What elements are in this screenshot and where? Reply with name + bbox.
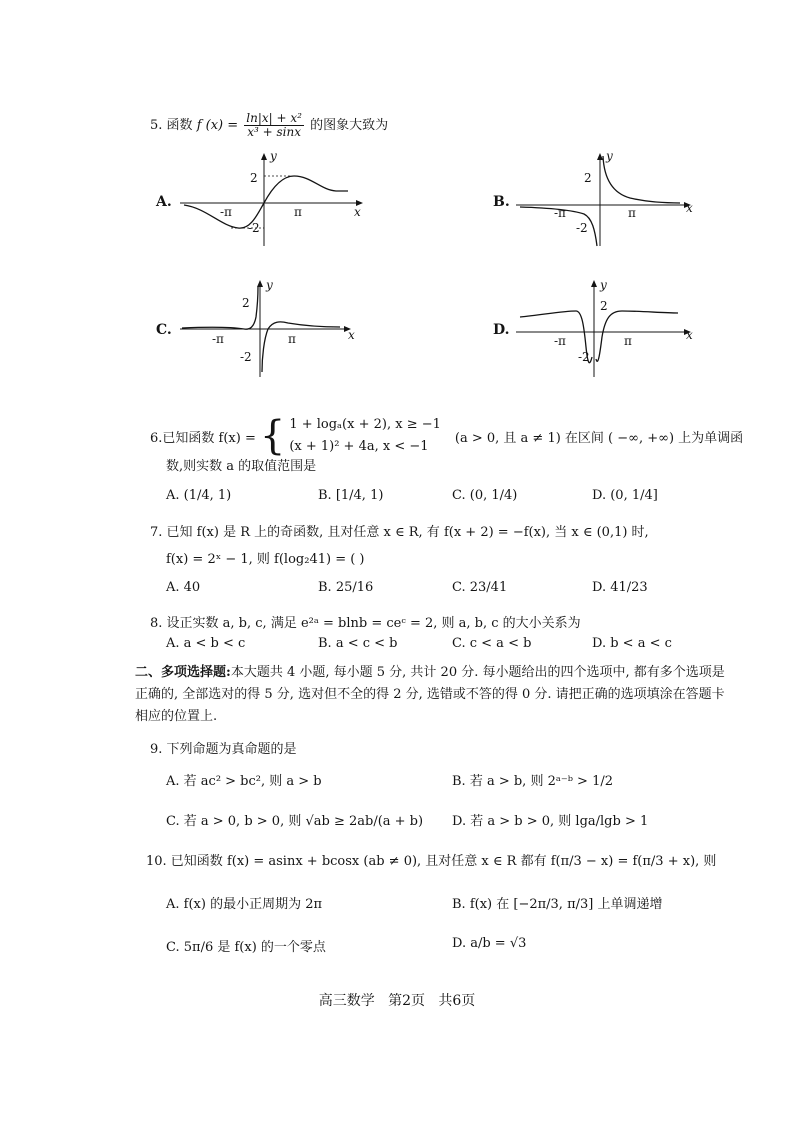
q5-a-ypos: 2 [250, 171, 258, 185]
q5-number: 5. 函数 [150, 118, 193, 133]
q5-graph-b [512, 148, 702, 248]
q5-c-ypos: 2 [242, 296, 250, 310]
q5-fraction: $\frac{\text{ln|x| + x²}}{\text{x³ + sinx}}$ [246, 111, 302, 139]
q5-b-ypos: 2 [584, 171, 592, 185]
q10-option-c[interactable]: C. 5π/6 是 f(x) 的一个零点 [166, 940, 326, 955]
q8-stem: 8. 设正实数 a, b, c, 满足 e²ᵃ = blnb = ceᶜ = 2, 则 a, b, c 的大小关系为 [150, 616, 581, 631]
q7-option-c[interactable]: C. 23/41 [452, 580, 508, 595]
q5-b-yneg: -2 [576, 221, 588, 235]
section2-title: 二、多项选择题: [135, 665, 231, 680]
q6-option-a[interactable]: A. (1/4, 1) [166, 488, 232, 503]
q5-c-npi: -π [212, 332, 224, 346]
q5-graph-a [176, 148, 376, 248]
q6-case1: 1 + logₐ(x + 2), x ≥ −1 [289, 417, 441, 432]
q5-c-xlabel: x [348, 328, 355, 342]
q6-condition: (a > 0, 且 a ≠ 1) 在区间 ( −∞, +∞) 上为单调函 [454, 430, 744, 446]
q9-stem: 9. 下列命题为真命题的是 [150, 742, 297, 757]
q5-a-xlabel: x [354, 205, 361, 219]
q9-option-b[interactable]: B. 若 a > b, 则 2ᵃ⁻ᵇ > 1/2 [452, 774, 614, 789]
page-footer: 高三数学 第2页 共6页 [318, 993, 476, 1009]
q9-option-c[interactable]: C. 若 a > 0, b > 0, 则 √ab ≥ 2ab/(a + b) [166, 814, 424, 829]
q8-option-d[interactable]: D. b < a < c [592, 636, 672, 651]
q5-b-npi: -π [554, 206, 566, 220]
q5-b-ylabel: y [606, 149, 613, 163]
q5-d-ypos: 2 [600, 299, 608, 313]
q5-graph-d [512, 277, 702, 379]
q5-c-yneg: -2 [240, 350, 252, 364]
q6-cases [289, 414, 441, 458]
q6-option-b[interactable]: B. [1/4, 1) [318, 488, 384, 503]
q6-option-d[interactable]: D. (0, 1/4] [592, 488, 658, 503]
q5-a-ylabel: y [270, 149, 277, 163]
q5-option-d-label: D. [493, 322, 510, 338]
q5-c-ylabel: y [266, 278, 273, 292]
q6-func: 6.已知函数 f(x) = [150, 430, 256, 446]
q6-continuation: 数,则实数 a 的取值范围是 [166, 459, 317, 474]
section2-block [135, 662, 735, 728]
q7-option-a[interactable]: A. 40 [166, 580, 201, 595]
q5-c-pi: π [288, 332, 296, 346]
section2-text: 本大题共 4 小题, 每小题 5 分, 共计 20 分. 每小题给出的四个选项中, 都有多个选项是正确的, 全部选对的得 5 分, 选对但不全的得 2 分, 选错或不答的得 0 分. 请把正确的选项填涂在答题卡相应的位置上. [135, 665, 725, 724]
q10-option-d[interactable]: D. a/b = √3 [452, 936, 527, 951]
q8-option-a[interactable]: A. a < b < c [166, 636, 246, 651]
q5-option-c-label: C. [156, 322, 172, 338]
q5-a-pi: π [294, 205, 302, 219]
q7-option-b[interactable]: B. 25/16 [318, 580, 374, 595]
q9-option-d[interactable]: D. 若 a > b > 0, 则 lga/lgb > 1 [452, 814, 649, 829]
q5-d-yneg: -2 [578, 350, 590, 364]
q5-b-xlabel: x [686, 201, 693, 215]
q5-func: f (x) = [196, 118, 239, 133]
q5-tail: 的图象大致为 [310, 118, 389, 133]
q10-option-b[interactable]: B. f(x) 在 [−2π/3, π/3] 上单调递增 [452, 897, 663, 912]
q5-d-pi: π [624, 334, 632, 348]
q5-a-npi: -π [220, 205, 232, 219]
q9-option-a[interactable]: A. 若 ac² > bc², 则 a > b [166, 774, 322, 789]
q7-line2: f(x) = 2ˣ − 1, 则 f(log₂41) = ( ) [166, 552, 365, 567]
q10-stem: 10. 已知函数 f(x) = asinx + bcosx (ab ≠ 0), 且对任意 x ∈ R 都有 f(π/3 − x) = f(π/3 + x), 则 [146, 854, 717, 869]
q6-case2: (x + 1)² + 4a, x < −1 [289, 439, 429, 454]
q5-option-b-label: B. [493, 194, 510, 210]
q5-a-yneg: -2 [248, 221, 260, 235]
q5-d-npi: -π [554, 334, 566, 348]
q7-line1: 7. 已知 f(x) 是 R 上的奇函数, 且对任意 x ∈ R, 有 f(x + 2) = −f(x), 当 x ∈ (0,1) 时, [150, 525, 649, 540]
q6-brace: { [259, 413, 286, 459]
q5-stem [150, 112, 388, 139]
q10-option-a[interactable]: A. f(x) 的最小正周期为 2π [166, 897, 323, 912]
q6-stem [150, 414, 743, 458]
q5-b-pi: π [628, 206, 636, 220]
q7-option-d[interactable]: D. 41/23 [592, 580, 648, 595]
q8-option-b[interactable]: B. a < c < b [318, 636, 398, 651]
q5-option-a-label: A. [156, 194, 172, 210]
q5-graph-c [176, 277, 366, 379]
q5-d-xlabel: x [686, 328, 693, 342]
q8-option-c[interactable]: C. c < a < b [452, 636, 532, 651]
q5-d-ylabel: y [600, 278, 607, 292]
q6-option-c[interactable]: C. (0, 1/4) [452, 488, 518, 503]
